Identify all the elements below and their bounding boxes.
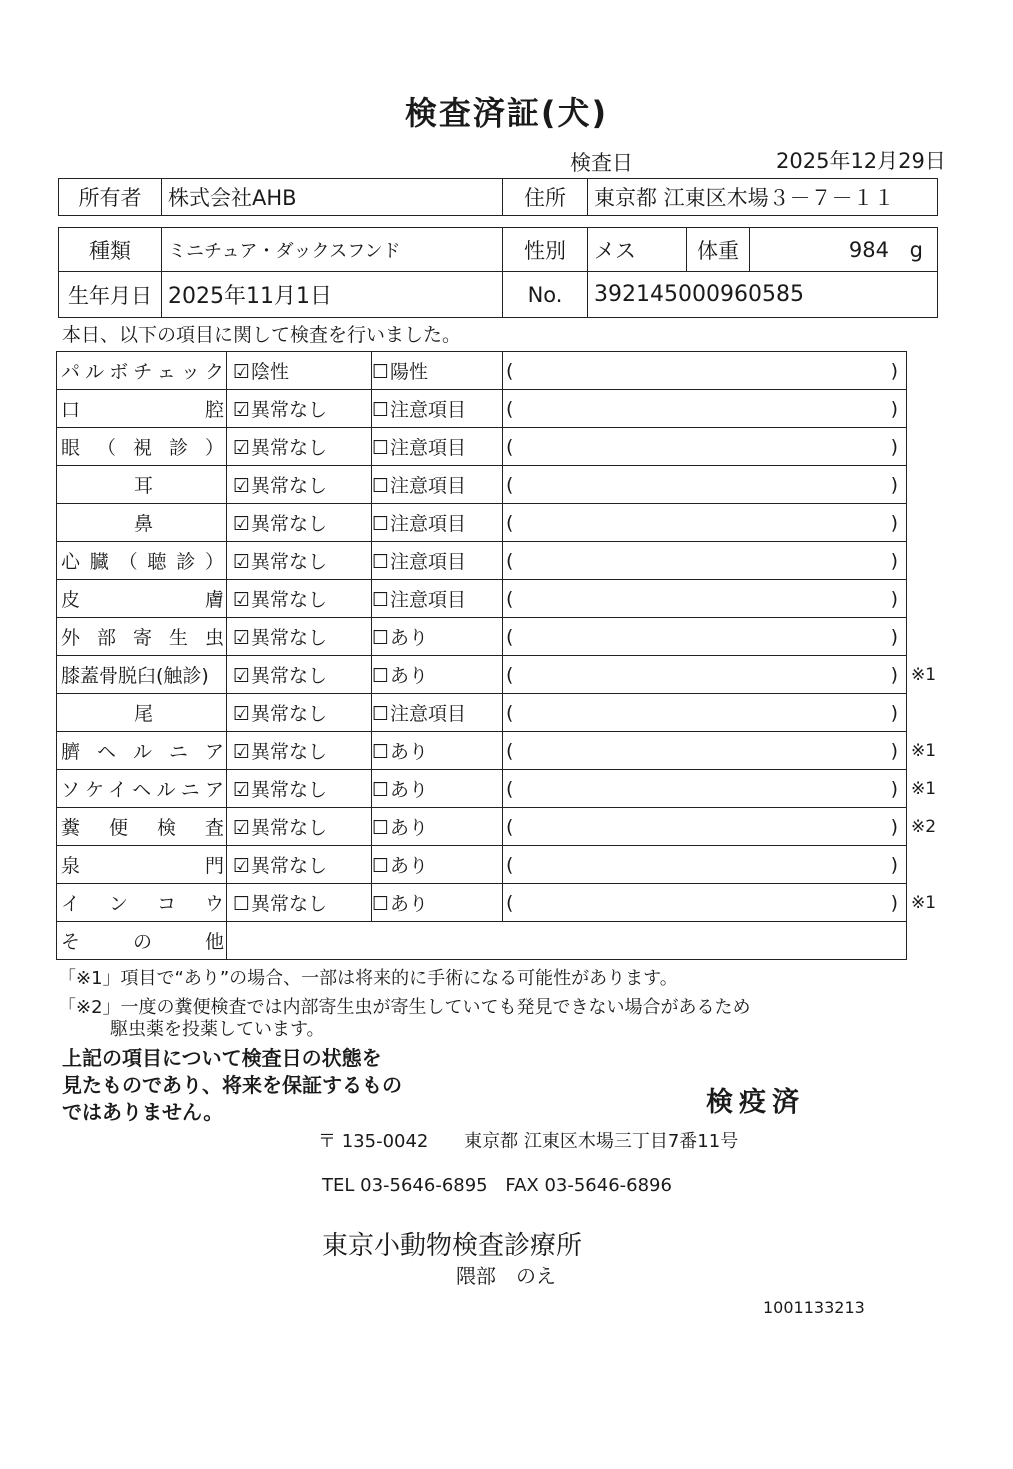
remarks-field[interactable] [503,884,907,922]
option-normal[interactable] [227,884,372,922]
option-normal[interactable] [227,694,372,732]
option-normal-label: 異常なし [251,589,328,611]
option-normal[interactable] [227,390,372,428]
exam-item-label [57,808,227,846]
empty-box-icon[interactable]: ☐ [372,475,390,497]
remarks-field[interactable] [503,808,907,846]
exam-item-label [57,504,227,542]
checked-box-icon[interactable]: ☑ [233,475,251,497]
open-paren: ( [506,740,514,762]
exam-item-label [57,352,227,390]
option-normal-label: 異常なし [251,399,328,421]
option-abnormal-label: 注意項目 [390,589,467,611]
checked-box-icon[interactable]: ☑ [233,551,251,573]
option-normal[interactable] [227,504,372,542]
birth-value: 2025年11月1日 [162,272,503,318]
close-paren: ) [890,816,898,838]
clinic-postal: 〒 135-0042 [318,1131,429,1152]
open-paren: ( [506,778,514,800]
option-normal-label: 異常なし [251,741,328,763]
empty-box-icon[interactable]: ☐ [372,893,390,915]
exam-row [57,352,907,390]
registration-number: 392145000960585 [588,272,938,318]
open-paren: ( [506,588,514,610]
exam-row [57,770,907,808]
option-normal[interactable] [227,618,372,656]
remarks-field[interactable] [503,580,907,618]
option-abnormal[interactable] [372,808,503,846]
checked-box-icon[interactable]: ☑ [233,779,251,801]
checked-box-icon[interactable]: ☑ [233,627,251,649]
option-normal[interactable] [227,732,372,770]
exam-date-value: 2025年12月29日 [776,149,946,173]
option-normal-label: 異常なし [251,779,328,801]
empty-box-icon[interactable]: ☐ [372,665,390,687]
exam-row [57,808,907,846]
exam-item-text: ソケイヘルニア [61,779,224,801]
option-normal-label: 異常なし [251,627,328,649]
exam-item-text: 心臓（聴診） [61,551,224,573]
checked-box-icon[interactable]: ☑ [233,855,251,877]
exam-item-text: 外部寄生虫 [61,627,224,649]
close-paren: ) [890,398,898,420]
weight-unit: g [909,237,923,262]
empty-box-icon[interactable]: ☐ [372,399,390,421]
empty-box-icon[interactable]: ☐ [372,703,390,725]
address-value: 東京都 江東区木場３－７－１１ [588,179,938,216]
option-abnormal-label: 注意項目 [390,399,467,421]
serial-number: 1001133213 [763,1298,865,1317]
open-paren: ( [506,854,514,876]
exam-item-label [57,466,227,504]
option-abnormal-label: 注意項目 [390,703,467,725]
checked-box-icon[interactable]: ☑ [233,817,251,839]
checked-box-icon[interactable]: ☑ [233,437,251,459]
option-normal-label: 異常なし [251,703,328,725]
page-title: 検査済証(犬) [404,94,609,132]
option-abnormal[interactable] [372,694,503,732]
exam-row [57,428,907,466]
exam-row-other [57,922,907,960]
remarks-field[interactable] [503,846,907,884]
owner-table [58,178,938,216]
exam-row [57,542,907,580]
exam-item-text: 尾 [133,703,153,725]
exam-date-label: 検査日 [570,151,633,175]
exam-item-text: 皮膚 [61,589,224,611]
option-normal[interactable] [227,770,372,808]
close-paren: ) [890,436,898,458]
exam-row [57,580,907,618]
exam-item-text: インコウ [61,893,224,915]
remarks-field[interactable] [503,542,907,580]
empty-box-icon[interactable]: ☐ [372,779,390,801]
close-paren: ) [890,360,898,382]
checked-box-icon[interactable]: ☑ [233,589,251,611]
exam-row [57,466,907,504]
empty-box-icon[interactable]: ☐ [372,361,390,383]
exam-item-label [57,580,227,618]
option-abnormal-label: あり [390,627,429,649]
remarks-field[interactable] [503,466,907,504]
open-paren: ( [506,892,514,914]
option-abnormal[interactable] [372,618,503,656]
remarks-field[interactable] [503,694,907,732]
close-paren: ) [890,892,898,914]
close-paren: ) [890,512,898,534]
exam-item-text: 耳 [133,475,153,497]
exam-item-label [57,390,227,428]
option-normal[interactable] [227,542,372,580]
option-normal[interactable] [227,846,372,884]
empty-box-icon[interactable]: ☐ [372,855,390,877]
empty-box-icon[interactable]: ☐ [372,627,390,649]
option-abnormal-label: あり [390,893,429,915]
footnote-mark: ※1 [911,893,937,913]
footnote-mark: ※1 [911,741,937,761]
footnote-mark: ※1 [911,779,937,799]
option-normal[interactable] [227,808,372,846]
open-paren: ( [506,512,514,534]
option-normal[interactable] [227,656,372,694]
close-paren: ) [890,474,898,496]
open-paren: ( [506,550,514,572]
exam-item-label [57,656,227,694]
empty-box-icon[interactable]: ☐ [372,437,390,459]
option-normal-label: 異常なし [251,475,328,497]
option-abnormal[interactable] [372,542,503,580]
quarantine-stamp: 検疫済 [706,1087,805,1118]
exam-row [57,884,907,922]
open-paren: ( [506,474,514,496]
remarks-field[interactable] [503,656,907,694]
no-label: No. [503,272,588,318]
option-abnormal-label: 注意項目 [390,513,467,535]
disclaimer-line: ではありません。 [62,1100,224,1124]
sex-label: 性別 [503,228,588,272]
exam-item-label [57,770,227,808]
option-abnormal[interactable] [372,504,503,542]
option-normal[interactable] [227,352,372,390]
exam-row [57,846,907,884]
exam-row [57,656,907,694]
close-paren: ) [890,702,898,724]
remarks-field[interactable] [503,352,907,390]
option-abnormal-label: あり [390,855,429,877]
option-normal-label: 異常なし [251,551,328,573]
footnote-mark: ※1 [911,665,937,685]
empty-box-icon[interactable]: ☐ [372,817,390,839]
checked-box-icon[interactable]: ☑ [233,703,251,725]
option-abnormal[interactable] [372,732,503,770]
open-paren: ( [506,436,514,458]
empty-box-icon[interactable]: ☐ [372,551,390,573]
option-abnormal[interactable] [372,390,503,428]
open-paren: ( [506,626,514,648]
footnote-2: 「※2」一度の糞便検査では内部寄生虫が寄生していても発見できない場合があるため [58,997,751,1018]
exam-items-table [56,351,907,960]
exam-item-label [57,884,227,922]
exam-item-text: 鼻 [133,513,153,535]
sex-value: メス [588,228,687,272]
exam-item-text: 膝蓋骨脱臼(触診) [61,665,209,687]
weight-value: 984 [848,237,889,262]
exam-row [57,618,907,656]
remarks-field[interactable] [503,618,907,656]
exam-row [57,504,907,542]
exam-item-label [57,618,227,656]
exam-row [57,694,907,732]
footnote-2-continued: 駆虫薬を投薬しています。 [110,1019,325,1040]
exam-item-text: 眼（視診） [61,437,224,459]
remarks-field[interactable] [503,390,907,428]
notice-text: 本日、以下の項目に関して検査を行いました。 [62,324,462,346]
checked-box-icon[interactable]: ☑ [233,741,251,763]
option-normal-label: 異常なし [251,437,328,459]
option-abnormal-label: 注意項目 [390,475,467,497]
clinic-name: 東京小動物検査診療所 [322,1231,583,1261]
veterinarian-name: 隈部 のえ [456,1264,556,1288]
exam-item-label [57,846,227,884]
open-paren: ( [506,664,514,686]
weight-cell [750,228,938,272]
empty-box-icon[interactable]: ☐ [372,741,390,763]
disclaimer-line: 見たものであり、将来を保証するもの [62,1073,402,1097]
option-abnormal[interactable] [372,428,503,466]
option-normal[interactable] [227,466,372,504]
exam-item-label [57,542,227,580]
checked-box-icon[interactable]: ☑ [233,513,251,535]
close-paren: ) [890,854,898,876]
option-abnormal-label: あり [390,817,429,839]
address-label: 住所 [503,179,588,216]
exam-item-text: 臍ヘルニア [61,741,224,763]
close-paren: ) [890,588,898,610]
pet-info-table [58,227,938,318]
option-normal-label: 異常なし [251,513,328,535]
option-abnormal-label: あり [390,741,429,763]
footnote-mark: ※2 [911,817,937,837]
option-abnormal-label: 注意項目 [390,437,467,459]
disclaimer-line: 上記の項目について検査日の状態を [62,1046,382,1070]
option-normal[interactable] [227,580,372,618]
exam-item-text: 口腔 [61,399,224,421]
checked-box-icon[interactable]: ☑ [233,399,251,421]
option-normal-label: 陰性 [251,361,290,383]
checked-box-icon[interactable]: ☑ [233,361,251,383]
other-label: その他 [61,931,224,953]
option-abnormal[interactable] [372,656,503,694]
option-abnormal[interactable] [372,770,503,808]
remarks-field[interactable] [503,770,907,808]
open-paren: ( [506,702,514,724]
option-abnormal-label: 注意項目 [390,551,467,573]
owner-label: 所有者 [59,179,162,216]
other-remarks-field[interactable] [227,922,907,960]
option-normal-label: 異常なし [251,893,328,915]
exam-item-text: パルボチェック [61,361,224,383]
close-paren: ) [890,626,898,648]
exam-row [57,390,907,428]
clinic-phone [322,1175,672,1196]
remarks-field[interactable] [503,504,907,542]
birth-label: 生年月日 [59,272,162,318]
option-normal[interactable] [227,428,372,466]
option-normal-label: 異常なし [251,665,328,687]
empty-box-icon[interactable]: ☐ [233,893,251,915]
option-abnormal[interactable] [372,580,503,618]
remarks-field[interactable] [503,732,907,770]
option-abnormal[interactable] [372,884,503,922]
weight-label: 体重 [687,228,750,272]
open-paren: ( [506,816,514,838]
exam-item-label [57,694,227,732]
exam-row [57,732,907,770]
close-paren: ) [890,740,898,762]
open-paren: ( [506,398,514,420]
other-label-cell [57,922,227,960]
option-normal-label: 異常なし [251,855,328,877]
exam-item-text: 泉門 [61,855,224,877]
option-abnormal[interactable] [372,846,503,884]
disclaimer [62,1045,402,1126]
option-abnormal-label: 陽性 [390,361,429,383]
close-paren: ) [890,550,898,572]
close-paren: ) [890,664,898,686]
close-paren: ) [890,778,898,800]
footnote-1: 「※1」項目で“あり”の場合、一部は将来的に手術になる可能性があります。 [58,968,678,989]
clinic-address [318,1127,738,1153]
option-abnormal-label: あり [390,665,429,687]
clinic-fax: FAX 03-5646-6896 [505,1175,672,1196]
option-abnormal[interactable] [372,466,503,504]
breed-label: 種類 [59,228,162,272]
option-normal-label: 異常なし [251,817,328,839]
empty-box-icon[interactable]: ☐ [372,513,390,535]
remarks-field[interactable] [503,428,907,466]
option-abnormal[interactable] [372,352,503,390]
clinic-tel: TEL 03-5646-6895 [322,1175,488,1196]
clinic-street: 東京都 江東区木場三丁目7番11号 [464,1131,739,1152]
open-paren: ( [506,360,514,382]
exam-item-text: 糞便検査 [61,817,224,839]
owner-value: 株式会社AHB [162,179,503,216]
exam-item-label [57,428,227,466]
checked-box-icon[interactable]: ☑ [233,665,251,687]
breed-value: ミニチュア・ダックスフンド [162,228,503,272]
exam-item-label [57,732,227,770]
option-abnormal-label: あり [390,779,429,801]
empty-box-icon[interactable]: ☐ [372,589,390,611]
